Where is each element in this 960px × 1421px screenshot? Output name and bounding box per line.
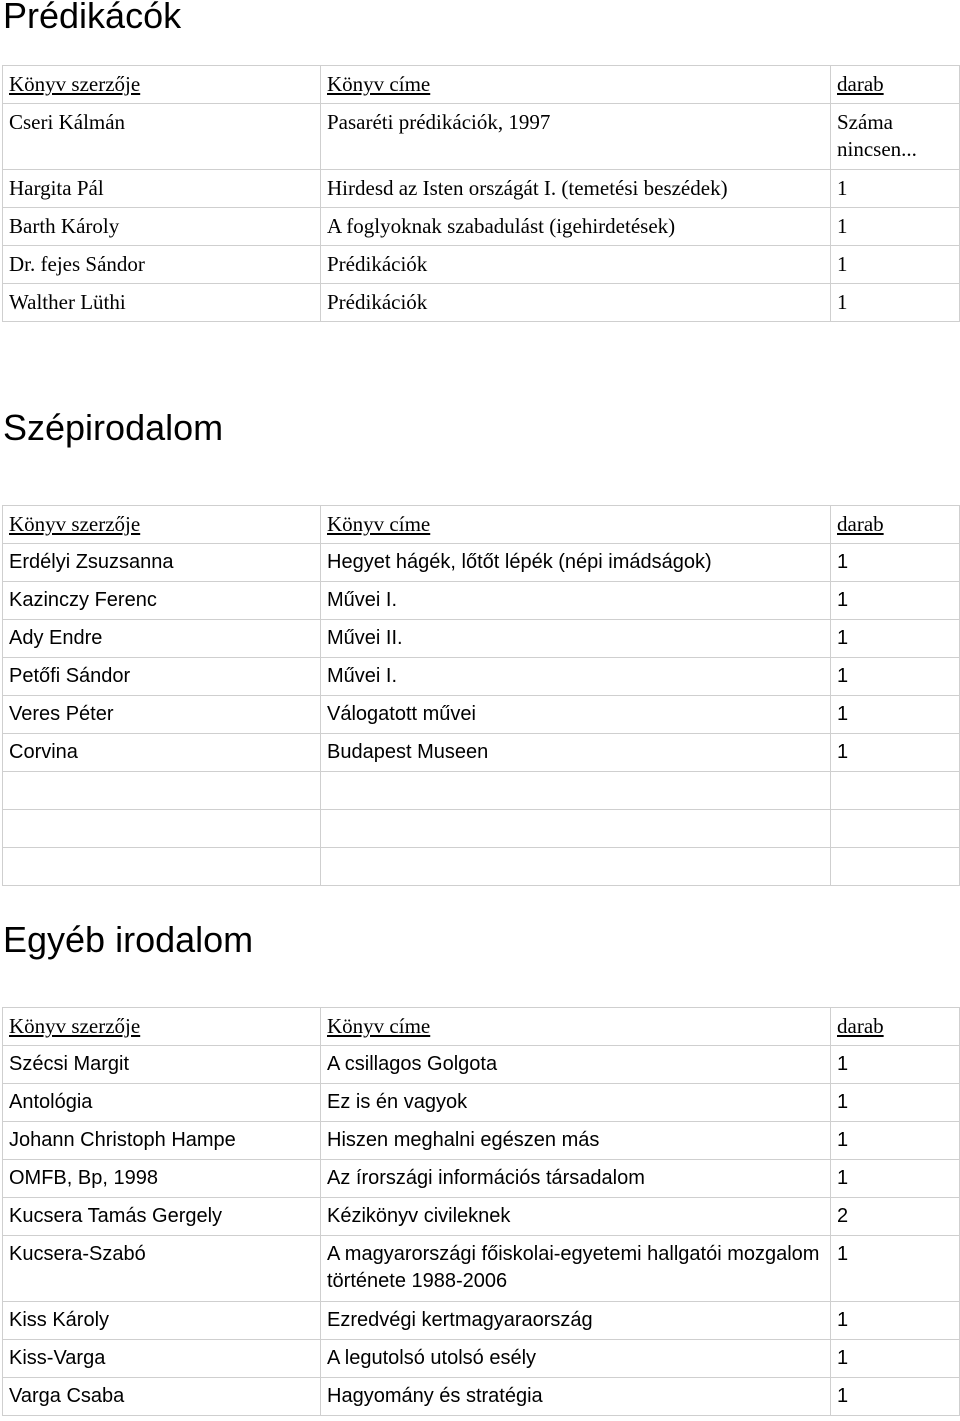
cell-title: A legutolsó utolsó esély [321,1340,831,1378]
table-row [3,620,960,658]
table-header-row [3,506,960,544]
header-title: Könyv címe [321,66,831,104]
cell-count [831,810,960,848]
header-author: Könyv szerzője [3,1008,321,1046]
table-row-empty [3,848,960,886]
cell-count: 1 [831,1302,960,1340]
header-author: Könyv szerzője [3,66,321,104]
table-row [3,284,960,322]
cell-title [321,772,831,810]
cell-author: Szécsi Margit [3,1046,321,1084]
cell-count: 1 [831,734,960,772]
table-row [3,1122,960,1160]
table-row [3,1198,960,1236]
table-header-row [3,1008,960,1046]
cell-title: Prédikációk [321,246,831,284]
table-row [3,246,960,284]
cell-count: 1 [831,246,960,284]
table-row [3,582,960,620]
cell-title [321,810,831,848]
cell-count: 1 [831,170,960,208]
cell-count: 1 [831,284,960,322]
cell-count: 1 [831,1378,960,1416]
table-row [3,1340,960,1378]
cell-count: 1 [831,208,960,246]
section-title-predikaciok: Prédikácók [3,0,182,36]
table-row-empty [3,772,960,810]
cell-title: A foglyoknak szabadulást (igehirdetések) [321,208,831,246]
books-table-szepirodalom [2,505,960,886]
header-author: Könyv szerzője [3,506,321,544]
cell-author: OMFB, Bp, 1998 [3,1160,321,1198]
cell-count: Száma nincsen... [831,104,960,170]
cell-count: 1 [831,544,960,582]
cell-author: Kazinczy Ferenc [3,582,321,620]
cell-count: 1 [831,620,960,658]
cell-title: Hagyomány és stratégia [321,1378,831,1416]
table-row [3,104,960,170]
cell-title [321,848,831,886]
cell-count: 1 [831,658,960,696]
cell-author [3,810,321,848]
table-row [3,1046,960,1084]
cell-author: Hargita Pál [3,170,321,208]
cell-author: Antológia [3,1084,321,1122]
cell-count: 1 [831,1046,960,1084]
cell-count: 1 [831,1340,960,1378]
cell-author [3,848,321,886]
cell-title: Művei II. [321,620,831,658]
cell-count [831,848,960,886]
cell-count: 1 [831,696,960,734]
cell-count: 1 [831,1122,960,1160]
table-row [3,1084,960,1122]
cell-author: Kiss Károly [3,1302,321,1340]
cell-author: Walther Lüthi [3,284,321,322]
cell-title: Hiszen meghalni egészen más [321,1122,831,1160]
header-count: darab [831,1008,960,1046]
table-row [3,208,960,246]
cell-count: 1 [831,1160,960,1198]
cell-count: 2 [831,1198,960,1236]
cell-count [831,772,960,810]
cell-title: Kézikönyv civileknek [321,1198,831,1236]
cell-count: 1 [831,582,960,620]
table-row [3,1378,960,1416]
cell-title: A csillagos Golgota [321,1046,831,1084]
header-title: Könyv címe [321,1008,831,1046]
cell-author: Ady Endre [3,620,321,658]
cell-author: Kucsera Tamás Gergely [3,1198,321,1236]
table-row [3,170,960,208]
books-table-predikaciok [2,65,960,322]
header-count: darab [831,506,960,544]
table-row [3,1302,960,1340]
cell-title: Művei I. [321,582,831,620]
cell-author: Varga Csaba [3,1378,321,1416]
cell-title: Ez is én vagyok [321,1084,831,1122]
cell-author: Kucsera-Szabó [3,1236,321,1302]
cell-title: Az írországi információs társadalom [321,1160,831,1198]
cell-title: Budapest Museen [321,734,831,772]
cell-count: 1 [831,1084,960,1122]
section-title-szepirodalom: Szépirodalom [3,407,224,448]
cell-author: Erdélyi Zsuzsanna [3,544,321,582]
cell-title: Ezredvégi kertmagyaraország [321,1302,831,1340]
table-row-empty [3,810,960,848]
cell-author: Corvina [3,734,321,772]
cell-title: Hirdesd az Isten országát I. (temetési beszédek) [321,170,831,208]
table-row [3,658,960,696]
cell-title: Művei I. [321,658,831,696]
cell-title: Prédikációk [321,284,831,322]
cell-count: 1 [831,1236,960,1302]
table-row [3,1160,960,1198]
cell-author [3,772,321,810]
books-table-egyeb-irodalom [2,1007,960,1416]
table-row [3,544,960,582]
header-title: Könyv címe [321,506,831,544]
cell-author: Kiss-Varga [3,1340,321,1378]
table-header-row [3,66,960,104]
cell-author: Dr. fejes Sándor [3,246,321,284]
table-row [3,734,960,772]
cell-title: Válogatott művei [321,696,831,734]
cell-title: Hegyet hágék, lőtőt lépék (népi imádságok) [321,544,831,582]
header-count: darab [831,66,960,104]
cell-author: Petőfi Sándor [3,658,321,696]
cell-author: Johann Christoph Hampe [3,1122,321,1160]
section-title-egyeb-irodalom: Egyéb irodalom [3,919,254,960]
cell-author: Cseri Kálmán [3,104,321,170]
cell-title: A magyarországi főiskolai-egyetemi hallgatói mozgalom története 1988-2006 [321,1236,831,1302]
table-row [3,696,960,734]
table-row [3,1236,960,1302]
cell-author: Veres Péter [3,696,321,734]
cell-title: Pasaréti prédikációk, 1997 [321,104,831,170]
cell-author: Barth Károly [3,208,321,246]
